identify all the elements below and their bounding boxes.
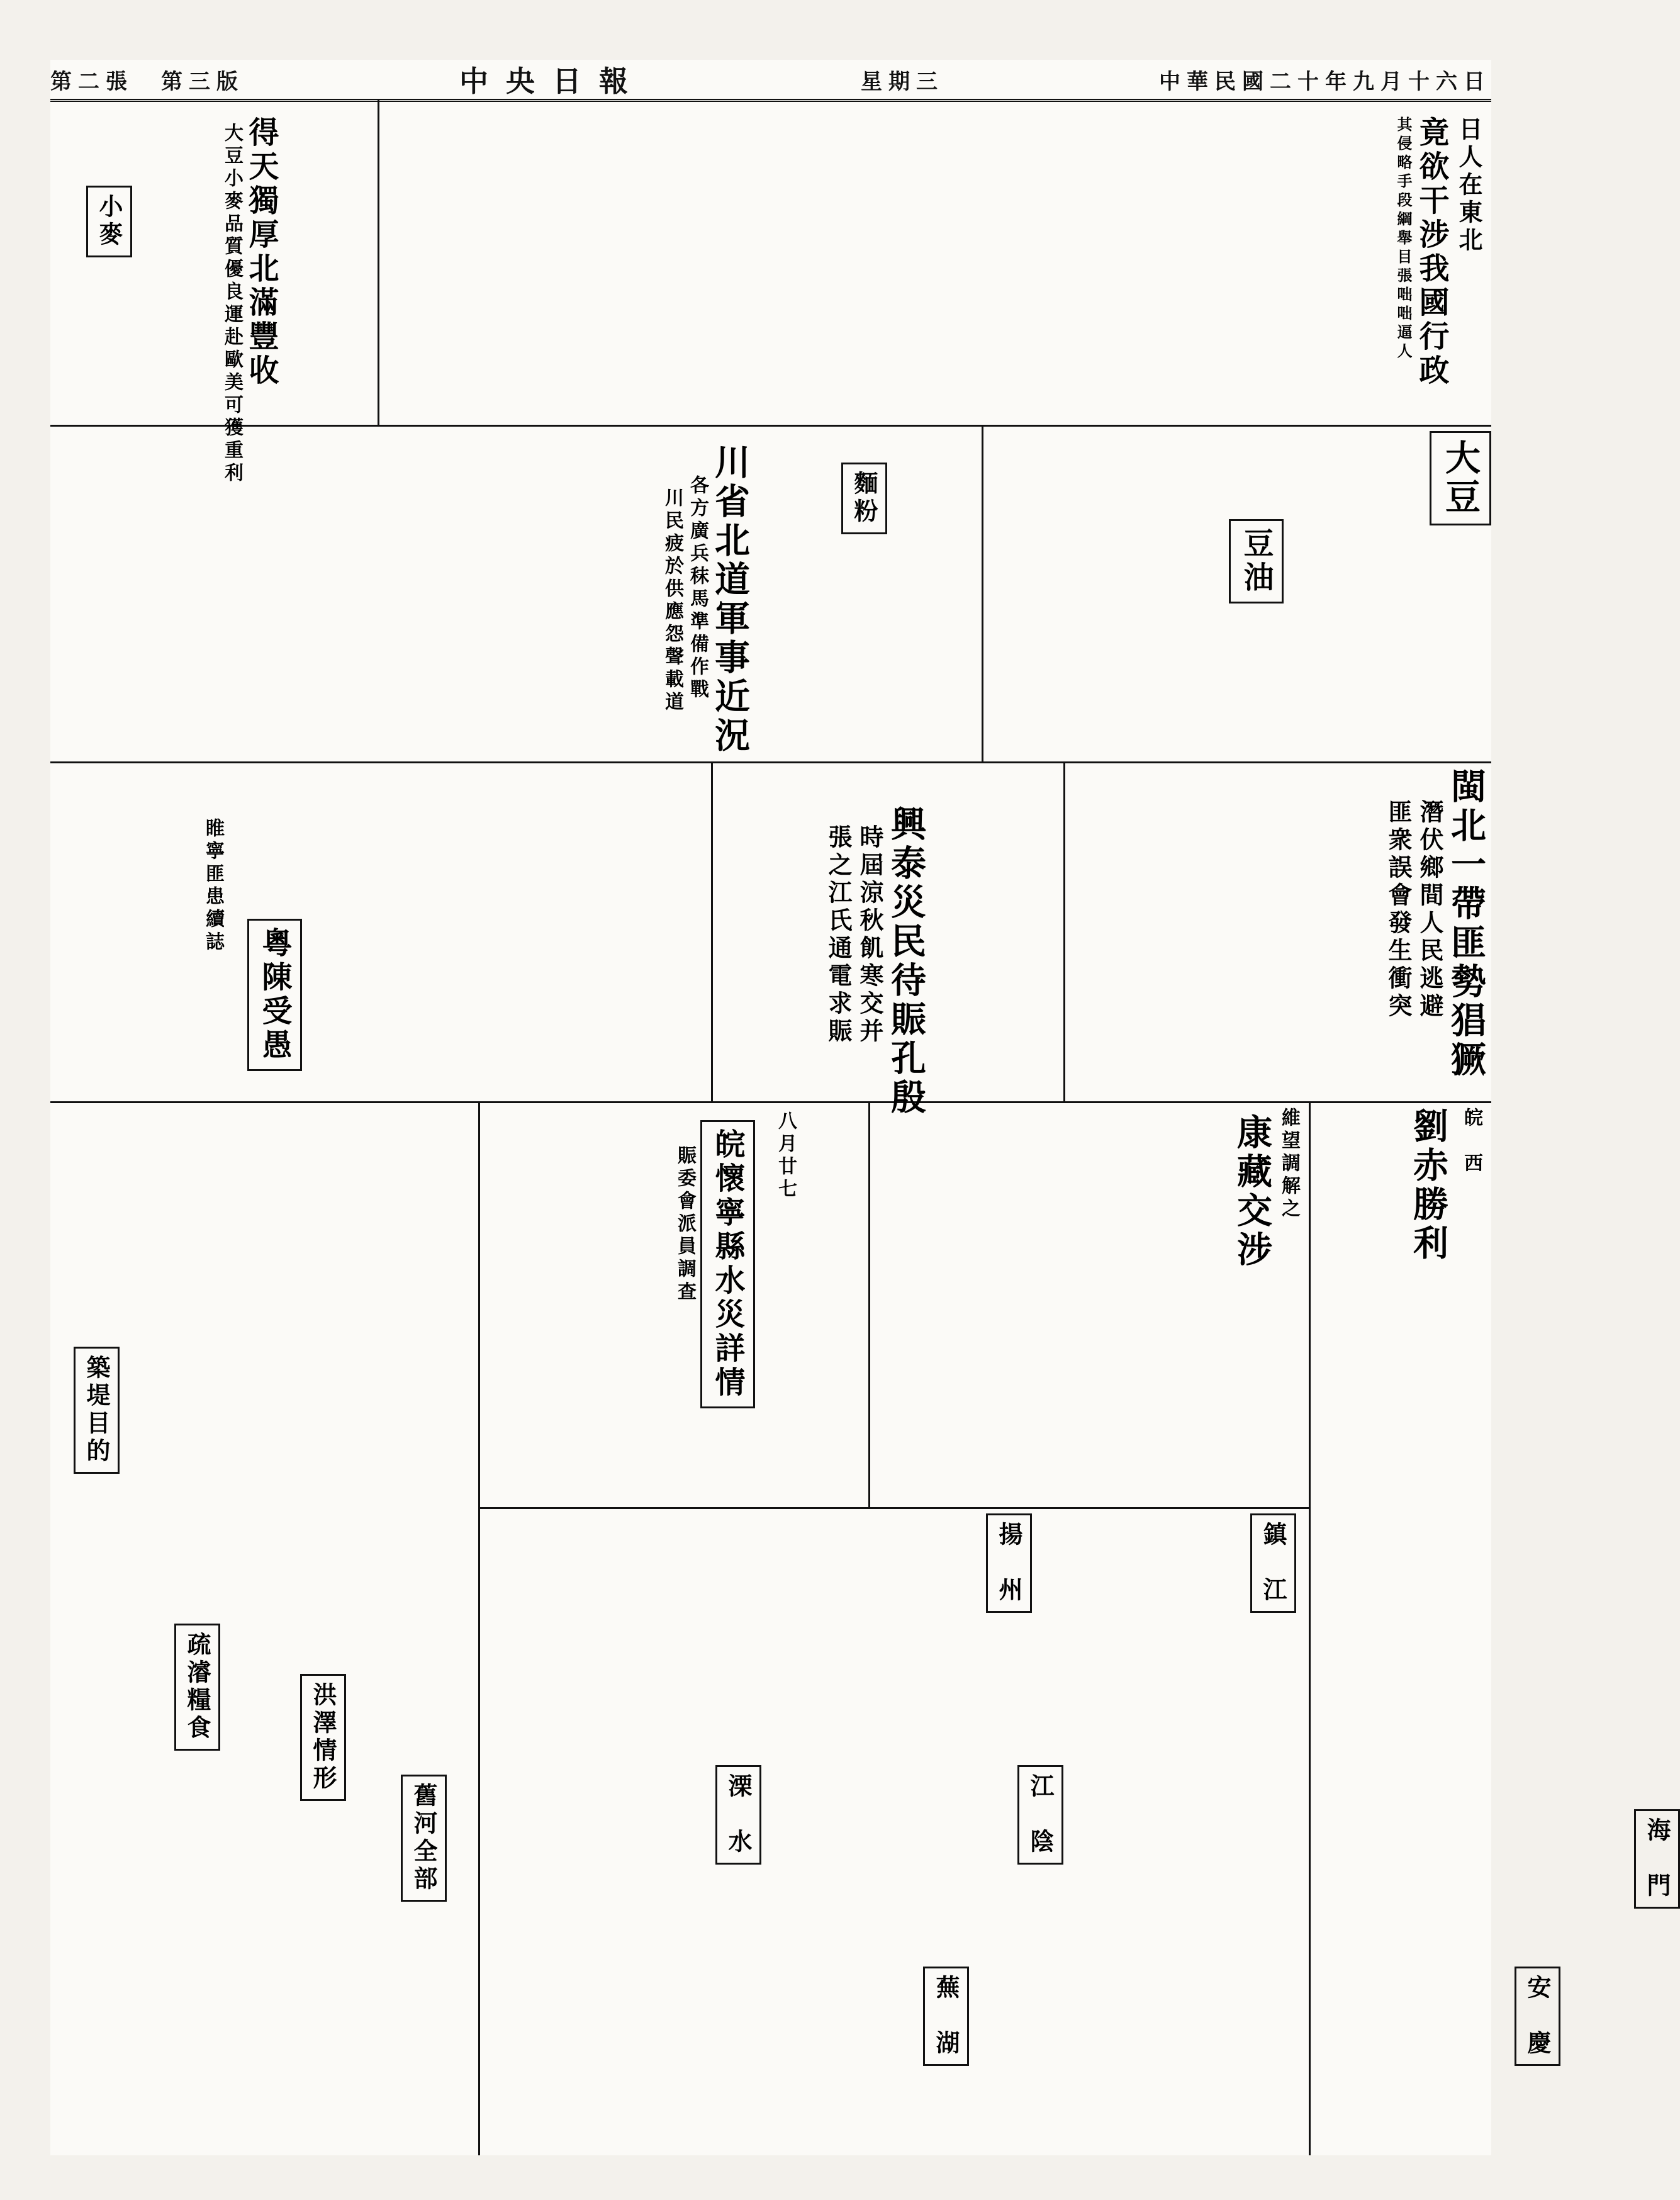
article-river bbox=[50, 1108, 472, 2152]
article-liu-chisheng bbox=[1315, 1108, 1491, 2152]
region-haimen: 海 門 bbox=[1634, 1809, 1680, 1909]
headline: 閩北一帶匪勢猖獗 bbox=[1445, 768, 1487, 1080]
headline-sub2: 匪衆誤會發生衝突 bbox=[1384, 799, 1413, 1021]
divider bbox=[478, 1101, 480, 2155]
headline: 川省北道軍事近況 bbox=[709, 444, 751, 756]
article-japan-northeast-cont bbox=[384, 110, 1252, 422]
divider bbox=[50, 425, 1491, 427]
headline-sub2: 築堤目的 bbox=[74, 1347, 120, 1474]
regional-news bbox=[484, 1513, 1671, 2152]
headline-sub2: 張之江氏通電求賑 bbox=[824, 824, 853, 1046]
headline: 疏濬糧食 bbox=[174, 1624, 220, 1751]
headline: 康藏交涉 bbox=[1231, 1114, 1273, 1270]
headline-main: 竟欲干涉我國行政 bbox=[1414, 116, 1449, 388]
divider bbox=[50, 1101, 1491, 1103]
divider bbox=[50, 761, 1491, 763]
region-liyang: 溧 水 bbox=[715, 1765, 761, 1865]
masthead bbox=[50, 60, 1491, 102]
region-wuhu: 蕪 湖 bbox=[923, 1967, 969, 2066]
divider bbox=[1063, 761, 1065, 1101]
newspaper-page bbox=[50, 60, 1671, 2155]
headline-sub: 皖 西 bbox=[1460, 1108, 1482, 1176]
region-jiangyin: 江 陰 bbox=[1017, 1765, 1063, 1865]
headline-sub: 時屆涼秋飢寒交并 bbox=[856, 824, 884, 1046]
headline-sub2: 川民疲於供應怨聲載道 bbox=[661, 488, 683, 714]
masthead-weekday: 星期三 bbox=[861, 69, 944, 94]
headline-sub: 潛伏鄉間人民逃避 bbox=[1416, 799, 1444, 1021]
headline: 得天獨厚北滿豐收 bbox=[244, 116, 279, 388]
headline-sub: 賑委會派員調查 bbox=[674, 1145, 696, 1304]
headline: 劉赤勝利 bbox=[1408, 1108, 1449, 1264]
headline: 大豆 bbox=[1430, 431, 1491, 525]
article-minbei bbox=[1070, 768, 1491, 1098]
divider bbox=[982, 425, 983, 761]
region-anqing: 安 慶 bbox=[1515, 1967, 1560, 2066]
article-wanhuai bbox=[484, 1108, 862, 1504]
divider bbox=[868, 1101, 870, 1507]
headline: 興泰災民待賑孔殷 bbox=[885, 805, 927, 1118]
article-sichuan bbox=[50, 431, 975, 758]
headline-sub: 洪澤情形 bbox=[300, 1674, 346, 1801]
region-zhenjiang: 鎮 江 bbox=[1250, 1513, 1296, 1613]
article-kangzang bbox=[875, 1108, 1302, 1504]
article-japan-northeast bbox=[1258, 110, 1491, 422]
masthead-section: 第二張 第三版 bbox=[50, 69, 244, 94]
divider bbox=[711, 761, 713, 1101]
article-yue-chen bbox=[50, 768, 705, 1098]
divider bbox=[378, 99, 379, 425]
wheat-label: 小麥 bbox=[86, 186, 132, 257]
headline-sub: 其侵略手段綱舉目張咄咄逼人 bbox=[1394, 116, 1413, 362]
headline-sub: 豆油 bbox=[1229, 519, 1284, 603]
masthead-paper-name: 中央日報 bbox=[459, 64, 646, 98]
label: 舊河全部 bbox=[401, 1775, 447, 1902]
headline-sub: 睢寧匪患續誌 bbox=[202, 818, 224, 954]
region-yangzhou: 揚 州 bbox=[986, 1513, 1032, 1613]
body-text bbox=[1258, 116, 1391, 418]
headline-sub: 各方廣兵秣馬準備作戰 bbox=[686, 475, 708, 702]
article-wheat bbox=[50, 110, 371, 485]
headline: 皖懷寧縣水災詳情 bbox=[700, 1120, 755, 1408]
headline: 日人在東北 bbox=[1455, 116, 1483, 255]
headline: 粵陳受愚 bbox=[247, 919, 302, 1071]
divider bbox=[478, 1507, 1309, 1509]
divider bbox=[1309, 1101, 1311, 2155]
headline-sub: 大豆小麥品質優良運赴歐美可獲重利 bbox=[221, 123, 243, 485]
headline-sub: 維望調解之 bbox=[1278, 1108, 1300, 1221]
masthead-date: 中華民國二十年九月十六日 bbox=[1159, 69, 1491, 94]
headline-flour: 麵粉 bbox=[841, 463, 887, 534]
article-soybean bbox=[988, 431, 1491, 758]
date-label: 八月廿七 bbox=[775, 1111, 797, 1201]
article-xingtai bbox=[717, 768, 1057, 1118]
